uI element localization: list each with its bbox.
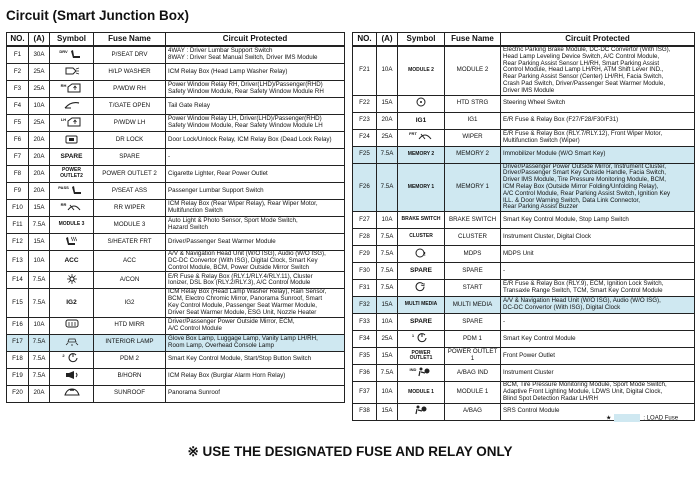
- fuse-row: [7, 217, 345, 234]
- fuse-symbol: [398, 246, 445, 263]
- fuse-name: P/SEAT DRV: [94, 46, 166, 64]
- fuse-name: MULTI MEDIA: [445, 297, 501, 314]
- fuse-symbol: [50, 351, 94, 368]
- fuse-symbol: [50, 115, 94, 132]
- fuse-amperage: 15A: [377, 403, 398, 420]
- load-fuse-legend: [606, 414, 678, 422]
- fuse-amperage: 25A: [29, 81, 50, 98]
- header-fuse-name: Fuse Name: [445, 33, 501, 47]
- pdm-icon: [414, 339, 430, 345]
- fuse-symbol: [398, 95, 445, 112]
- fuse-name: HTD MIRR: [94, 317, 166, 334]
- fuse-no: F38: [353, 403, 377, 420]
- mirror-heat-icon: [64, 325, 80, 331]
- fuse-symbol: [50, 64, 94, 81]
- tailgate-icon: [64, 106, 80, 112]
- fuse-amperage: 10A: [377, 382, 398, 403]
- fuse-amperage: 25A: [377, 331, 398, 348]
- fuse-row: [7, 351, 345, 368]
- fuse-row: [353, 348, 695, 365]
- header-symbol: Symbol: [398, 33, 445, 47]
- fuse-no: F19: [7, 368, 29, 385]
- fuse-no: F16: [7, 317, 29, 334]
- fuse-amperage: 7.5A: [377, 365, 398, 382]
- circuit-protected: Instrument Cluster, Digital Clock: [501, 229, 695, 246]
- symbol-text: IG2: [66, 299, 77, 307]
- symbol-caption: DRV: [59, 48, 68, 54]
- circuit-protected: Driver/Passenger Seat Warmer Module: [166, 234, 345, 251]
- fuse-row: [7, 317, 345, 334]
- fuse-name: MODULE 3: [94, 217, 166, 234]
- wiper-icon: [66, 208, 82, 214]
- circuit-protected: ICM Relay Box (Head Lamp Washer Relay), Rain Sensor, BCM, Electro Chromic Mirror, Panorama Sunroof, Smart Key Control Module, Passenger Seat Warmer Module, Driver Seat Warmer Module, ESG Unit, Nozzle Heater: [166, 289, 345, 317]
- fuse-no: F34: [353, 331, 377, 348]
- symbol-caption: RH: [60, 82, 67, 88]
- fuse-name: IG1: [445, 112, 501, 129]
- circuit-protected: SRS Control Module: [501, 403, 695, 420]
- fuse-row: [7, 81, 345, 98]
- seat-icon: [68, 55, 84, 61]
- fuse-no: F18: [7, 351, 29, 368]
- circuit-protected: Door Lock/Unlock Relay, ICM Relay Box (Dead Lock Relay): [166, 132, 345, 149]
- fuse-no: F5: [7, 115, 29, 132]
- fuse-no: F23: [353, 112, 377, 129]
- fuse-row: [7, 64, 345, 81]
- circuit-protected: A/V & Navigation Head Unit (W/O ISG), Audio (W/O ISG), DC-DC Convertor (With ISG), Digital Clock: [501, 297, 695, 314]
- fuse-amperage: 20A: [377, 112, 398, 129]
- fuse-row: [7, 149, 345, 166]
- fuse-name: P/WDW RH: [94, 81, 166, 98]
- fuse-amperage: 30A: [29, 46, 50, 64]
- circuit-protected: E/R Fuse & Relay Box (RLY.9), ECM, Ignition Lock Switch, Transaxle Range Switch, TCM, Smart Key Control Module: [501, 280, 695, 297]
- legend-swatch: [614, 414, 640, 422]
- fuse-row: [353, 297, 695, 314]
- circuit-protected: -: [501, 263, 695, 280]
- fuse-no: F13: [7, 251, 29, 272]
- pdm-icon: [65, 359, 81, 365]
- window-icon: [66, 89, 82, 95]
- fuse-amperage: 15A: [29, 200, 50, 217]
- fuse-symbol: [50, 81, 94, 98]
- start-icon: [413, 288, 429, 294]
- fuse-no: F35: [353, 348, 377, 365]
- fuse-name: B/HORN: [94, 368, 166, 385]
- fuse-row: [7, 289, 345, 317]
- symbol-text: POWER OUTLET2: [60, 167, 83, 179]
- fuse-no: F17: [7, 334, 29, 351]
- fuse-amperage: 7.5A: [29, 334, 50, 351]
- fuse-amperage: 20A: [29, 132, 50, 149]
- fuse-name: SPARE: [445, 314, 501, 331]
- fuse-symbol: [50, 183, 94, 200]
- fuse-row: [7, 98, 345, 115]
- fuse-row: [353, 112, 695, 129]
- fuse-symbol: [50, 368, 94, 385]
- fuse-row: [353, 263, 695, 280]
- circuit-protected: -: [166, 149, 345, 166]
- fuse-name: H/LP WASHER: [94, 64, 166, 81]
- fuse-amperage: 15A: [377, 95, 398, 112]
- circuit-protected: Driver/Passenger Power Outside Mirror, ECM, A/C Control Module: [166, 317, 345, 334]
- circuit-protected: Driver/Passenger Power Outside Mirror, Instrument Cluster, Driver/Passenger Smart Key Outside Handle, Facia Switch, Driver IMS Module, Tire Pressure Monitoring Module, BCM, ICM Relay Box (Outside Mirror Folding/Unfolding Relay), A/C Control Module, Rear Parking Assist Switch, Ignition Key ILL. & Door Warning Switch, Data Link Connector, Rear Parking Assist Buzzer: [501, 163, 695, 212]
- fuse-name: MODULE 2: [445, 46, 501, 95]
- fuse-name: MDPS: [445, 246, 501, 263]
- fuse-symbol: [398, 212, 445, 229]
- circuit-protected: MDPS Unit: [501, 246, 695, 263]
- sunroof-icon: [64, 393, 80, 399]
- fuse-symbol: [398, 297, 445, 314]
- fuse-no: F6: [7, 132, 29, 149]
- wiper-icon: [417, 137, 433, 143]
- fuse-name: PDM 2: [94, 351, 166, 368]
- fuse-symbol: [398, 263, 445, 280]
- fuse-symbol: [398, 229, 445, 246]
- circuit-protected: Cigarette Lighter, Rear Power Outlet: [166, 166, 345, 183]
- circuit-protected: Power Window Relay LH, Driver(LHD)/Passenger(RHD) Safety Window Module, Rear Safety Window Module LH: [166, 115, 345, 132]
- symbol-text: MULTI MEDIA: [404, 301, 438, 308]
- circuit-protected: Immobilizer Module (W/O Smart Key): [501, 146, 695, 163]
- fuse-symbol: [398, 382, 445, 403]
- symbol-text: MODULE 1: [408, 388, 434, 395]
- symbol-caption: LH: [60, 116, 67, 122]
- fuse-amperage: 25A: [29, 64, 50, 81]
- circuit-protected: E/R Fuse & Relay Box (RLY.1/RLY.4/RLY.11), Cluster Ionizer, DSL Box (RLY.2/RLY.3), A/C Control Module: [166, 272, 345, 289]
- fuse-amperage: 10A: [29, 98, 50, 115]
- fuse-amperage: 7.5A: [29, 272, 50, 289]
- fuse-row: [7, 272, 345, 289]
- fuse-symbol: [50, 200, 94, 217]
- symbol-text: CLUSTER: [409, 233, 433, 240]
- fuse-amperage: 15A: [377, 297, 398, 314]
- fuse-amperage: 10A: [377, 46, 398, 95]
- fuse-symbol: [50, 217, 94, 234]
- fuse-name: IG2: [94, 289, 166, 317]
- fuse-no: F8: [7, 166, 29, 183]
- circuit-protected: Passenger Lumbar Support Switch: [166, 183, 345, 200]
- fuse-name: SPARE: [94, 149, 166, 166]
- mdps-icon: [413, 251, 429, 260]
- fuse-no: F4: [7, 98, 29, 115]
- fuse-name: A/BAG IND: [445, 365, 501, 382]
- interior-lamp-icon: [64, 342, 80, 348]
- symbol-caption: FRT: [409, 131, 417, 137]
- fuse-no: F15: [7, 289, 29, 317]
- fuse-amperage: 20A: [29, 183, 50, 200]
- seat-icon: [69, 191, 85, 197]
- header-amp: (A): [29, 33, 50, 47]
- fuse-table-right: [352, 32, 695, 421]
- fuse-amperage: 25A: [377, 129, 398, 146]
- fuse-symbol: [50, 46, 94, 64]
- steering-heat-icon: [413, 103, 429, 109]
- fuse-row: [7, 251, 345, 272]
- fuse-no: F20: [7, 385, 29, 402]
- fuse-row: [353, 229, 695, 246]
- header-symbol: Symbol: [50, 33, 94, 47]
- fuse-name: BRAKE SWITCH: [445, 212, 501, 229]
- washer-icon: [64, 72, 80, 78]
- circuit-protected: Smart Key Control Module, Start/Stop Button Switch: [166, 351, 345, 368]
- circuit-protected: Electric Parking Brake Module, DC-DC Convertor (With ISG), Head Lamp Leveling Device Switch, A/C Control Module, Rear Parking Assist Sensor LH/RH, Smart Parking Assist Control Module, Head Lamp LH/RH, ATM Shift Lever IND., Rear Parking Assist Sensor (Center) LH/RH, Facia Switch, Crash Pad Switch, Driver/Passenger Seat Warmer Module, Driver IMS Module: [501, 46, 695, 95]
- symbol-text: IG1: [415, 116, 427, 124]
- fuse-row: [353, 95, 695, 112]
- header-no: NO.: [7, 33, 29, 47]
- fuse-amperage: 15A: [377, 348, 398, 365]
- circuit-protected: ICM Relay Box (Burglar Alarm Horn Relay): [166, 368, 345, 385]
- header-circuit-protected: Circuit Protected: [501, 33, 695, 47]
- symbol-text: MEMORY 1: [407, 183, 435, 190]
- fuse-no: F12: [7, 234, 29, 251]
- fuse-name: PDM 1: [445, 331, 501, 348]
- fuse-name: SPARE: [445, 263, 501, 280]
- fuse-symbol: [398, 112, 445, 129]
- circuit-protected: Smart Key Control Module: [501, 331, 695, 348]
- fuse-amperage: 7.5A: [29, 351, 50, 368]
- fuse-amperage: 7.5A: [377, 146, 398, 163]
- fuse-symbol: [50, 132, 94, 149]
- circuit-protected: Tail Gate Relay: [166, 98, 345, 115]
- heated-seat-icon: [64, 242, 80, 248]
- fuse-name: INTERIOR LAMP: [94, 334, 166, 351]
- fuse-row: [7, 166, 345, 183]
- fuse-amperage: 20A: [29, 166, 50, 183]
- circuit-protected: Panorama Sunroof: [166, 385, 345, 402]
- fuse-amperage: 10A: [377, 314, 398, 331]
- fuse-no: F24: [353, 129, 377, 146]
- fuse-name: DR LOCK: [94, 132, 166, 149]
- fuse-no: F3: [7, 81, 29, 98]
- fuse-symbol: [50, 251, 94, 272]
- fuse-no: F9: [7, 183, 29, 200]
- window-icon: [66, 123, 82, 129]
- fuse-amperage: 10A: [377, 212, 398, 229]
- fuse-no: F31: [353, 280, 377, 297]
- fuse-symbol: [398, 348, 445, 365]
- fuse-symbol: [398, 146, 445, 163]
- table-header: [7, 33, 345, 47]
- fuse-row: [353, 280, 695, 297]
- symbol-caption: PASS: [58, 184, 69, 190]
- header-fuse-name: Fuse Name: [94, 33, 166, 47]
- symbol-caption: 2: [62, 353, 65, 359]
- circuit-protected: Auto Light & Photo Sensor, Sport Mode Switch, Hazard Switch: [166, 217, 345, 234]
- symbol-text: MEMORY 2: [407, 150, 435, 157]
- symbol-text: MODULE 3: [58, 221, 85, 228]
- fuse-amperage: 7.5A: [29, 289, 50, 317]
- airbag-icon: [416, 373, 432, 379]
- fuse-row: [353, 382, 695, 403]
- circuit-protected: 4WAY : Driver Lumbar Support Switch 8WAY : Driver Seat Manual Switch, Driver IMS Module: [166, 46, 345, 64]
- fuse-symbol: [398, 314, 445, 331]
- circuit-protected: E/R Fuse & Relay Box (RLY.7/RLY.12), Front Wiper Motor, Multifunction Switch (Wiper): [501, 129, 695, 146]
- header-no: NO.: [353, 33, 377, 47]
- fuse-name: RR WIPER: [94, 200, 166, 217]
- fuse-row: [7, 368, 345, 385]
- symbol-text: BRAKE SWITCH: [401, 216, 441, 223]
- header-circuit-protected: Circuit Protected: [166, 33, 345, 47]
- fuse-amperage: 7.5A: [377, 229, 398, 246]
- symbol-text: MODULE 2: [408, 66, 434, 73]
- fuse-no: F37: [353, 382, 377, 403]
- door-lock-icon: [64, 140, 80, 146]
- fuse-symbol: [398, 280, 445, 297]
- fuse-amperage: 20A: [29, 385, 50, 402]
- svg-text:!: !: [424, 251, 426, 258]
- fuse-symbol: [398, 46, 445, 95]
- circuit-protected: ICM Relay Box (Rear Wiper Relay), Rear Wiper Motor, Multifunction Switch: [166, 200, 345, 217]
- fuse-name: WIPER: [445, 129, 501, 146]
- fuse-name: SUNROOF: [94, 385, 166, 402]
- fuse-name: START: [445, 280, 501, 297]
- designated-fuse-notice: ※ USE THE DESIGNATED FUSE AND RELAY ONLY: [187, 444, 513, 459]
- star-icon: ★: [606, 415, 612, 422]
- legend-text: : LOAD Fuse: [643, 415, 679, 422]
- fuse-name: ACC: [94, 251, 166, 272]
- fuse-no: F30: [353, 263, 377, 280]
- fuse-no: F11: [7, 217, 29, 234]
- circuit-protected: Power Window Relay RH, Driver(LHD)/Passenger(RHD) Safety Window Module, Rear Safety Window Module RH: [166, 81, 345, 98]
- fuse-no: F7: [7, 149, 29, 166]
- fuse-name: P/WDW LH: [94, 115, 166, 132]
- circuit-protected: Instrument Cluster: [501, 365, 695, 382]
- fuse-no: F36: [353, 365, 377, 382]
- fuse-no: F33: [353, 314, 377, 331]
- page-title: Circuit (Smart Junction Box): [6, 8, 190, 23]
- fuse-name: MEMORY 2: [445, 146, 501, 163]
- fuse-name: MEMORY 1: [445, 163, 501, 212]
- fuse-symbol: [50, 272, 94, 289]
- fuse-symbol: [50, 385, 94, 402]
- fuse-amperage: 7.5A: [377, 163, 398, 212]
- symbol-caption: 1: [411, 332, 415, 338]
- fuse-row: [7, 183, 345, 200]
- symbol-text: POWER OUTLET1: [409, 349, 433, 362]
- fuse-row: [7, 115, 345, 132]
- fuse-name: CLUSTER: [445, 229, 501, 246]
- fuse-amperage: 10A: [29, 251, 50, 272]
- horn-icon: [64, 376, 80, 382]
- fuse-symbol: [398, 403, 445, 420]
- circuit-protected: BCM, Tire Pressure Monitoring Module, Sport Mode Switch, Adaptive Front Lighting Module, LDWS Unit, Digital Clock, Blind Spot Detection Radar LH/RH: [501, 382, 695, 403]
- fuse-row: [353, 163, 695, 212]
- fuse-amperage: 10A: [29, 317, 50, 334]
- fuse-no: F29: [353, 246, 377, 263]
- fuse-amperage: 7.5A: [377, 263, 398, 280]
- table-header: [353, 33, 695, 47]
- circuit-protected: ICM Relay Box (Head Lamp Washer Relay): [166, 64, 345, 81]
- fuse-row: [7, 334, 345, 351]
- fuse-row: [353, 314, 695, 331]
- fuse-name: HTD STRG: [445, 95, 501, 112]
- fuse-symbol: [50, 289, 94, 317]
- fuse-no: F14: [7, 272, 29, 289]
- symbol-text: ACC: [64, 257, 79, 265]
- fuse-symbol: [50, 334, 94, 351]
- fuse-amperage: 15A: [29, 234, 50, 251]
- symbol-text: SPARE: [60, 153, 83, 161]
- symbol-text: SPARE: [410, 318, 432, 326]
- circuit-protected: -: [501, 314, 695, 331]
- circuit-protected: Steering Wheel Switch: [501, 95, 695, 112]
- fuse-symbol: [50, 234, 94, 251]
- fuse-amperage: 7.5A: [29, 368, 50, 385]
- fuse-amperage: 7.5A: [377, 280, 398, 297]
- fuse-row: [353, 246, 695, 263]
- fuse-symbol: [50, 149, 94, 166]
- fuse-name: S/HEATER FRT: [94, 234, 166, 251]
- circuit-protected: Glove Box Lamp, Luggage Lamp, Vanity Lamp LH/RH, Room Lamp, Overhead Console Lamp: [166, 334, 345, 351]
- fuse-symbol: [50, 166, 94, 183]
- symbol-text: SPARE: [410, 267, 432, 275]
- fuse-name: POWER OUTLET 2: [94, 166, 166, 183]
- fuse-no: F26: [353, 163, 377, 212]
- fuse-row: [353, 331, 695, 348]
- fuse-symbol: [50, 98, 94, 115]
- fuse-no: F10: [7, 200, 29, 217]
- fuse-row: [7, 385, 345, 402]
- fuse-no: F32: [353, 297, 377, 314]
- fuse-symbol: [50, 317, 94, 334]
- fuse-symbol: [398, 129, 445, 146]
- header-amp: (A): [377, 33, 398, 47]
- fuse-name: A/CON: [94, 272, 166, 289]
- fuse-row: [7, 234, 345, 251]
- fuse-row: [353, 146, 695, 163]
- fuse-row: [353, 212, 695, 229]
- fuse-amperage: 7.5A: [377, 246, 398, 263]
- fuse-name: MODULE 1: [445, 382, 501, 403]
- fuse-no: F1: [7, 46, 29, 64]
- fuse-no: F2: [7, 64, 29, 81]
- fuse-no: F25: [353, 146, 377, 163]
- circuit-protected: Smart Key Control Module, Stop Lamp Switch: [501, 212, 695, 229]
- fuse-row: [353, 365, 695, 382]
- fuse-no: F27: [353, 212, 377, 229]
- fuse-amperage: 20A: [29, 149, 50, 166]
- circuit-protected: Front Power Outlet: [501, 348, 695, 365]
- fuse-amperage: 25A: [29, 115, 50, 132]
- airbag-icon: [413, 411, 429, 417]
- fuse-row: [7, 46, 345, 64]
- fuse-name: POWER OUTLET 1: [445, 348, 501, 365]
- symbol-caption: IND: [409, 366, 417, 372]
- aircon-icon: [64, 280, 80, 286]
- fuse-name: A/BAG: [445, 403, 501, 420]
- fuse-amperage: 7.5A: [29, 217, 50, 234]
- fuse-row: [353, 46, 695, 95]
- symbol-caption: RR: [60, 201, 67, 207]
- fuse-row: [7, 200, 345, 217]
- circuit-protected: A/V & Navigation Head Unit (W/O ISG), Audio (W/O ISG), DC-DC Convertor (With ISG), Digital Clock, Smart Key Control Module, BCM, Power Outside Mirror Switch: [166, 251, 345, 272]
- fuse-name: P/SEAT ASS: [94, 183, 166, 200]
- fuse-symbol: [398, 163, 445, 212]
- fuse-no: F21: [353, 46, 377, 95]
- fuse-symbol: [398, 365, 445, 382]
- fuse-no: F28: [353, 229, 377, 246]
- fuse-no: F22: [353, 95, 377, 112]
- fuse-name: T/GATE OPEN: [94, 98, 166, 115]
- circuit-protected: E/R Fuse & Relay Box (F27/F28/F30/F31): [501, 112, 695, 129]
- fuse-row: [7, 132, 345, 149]
- fuse-table-left: [6, 32, 345, 403]
- fuse-symbol: [398, 331, 445, 348]
- fuse-row: [353, 129, 695, 146]
